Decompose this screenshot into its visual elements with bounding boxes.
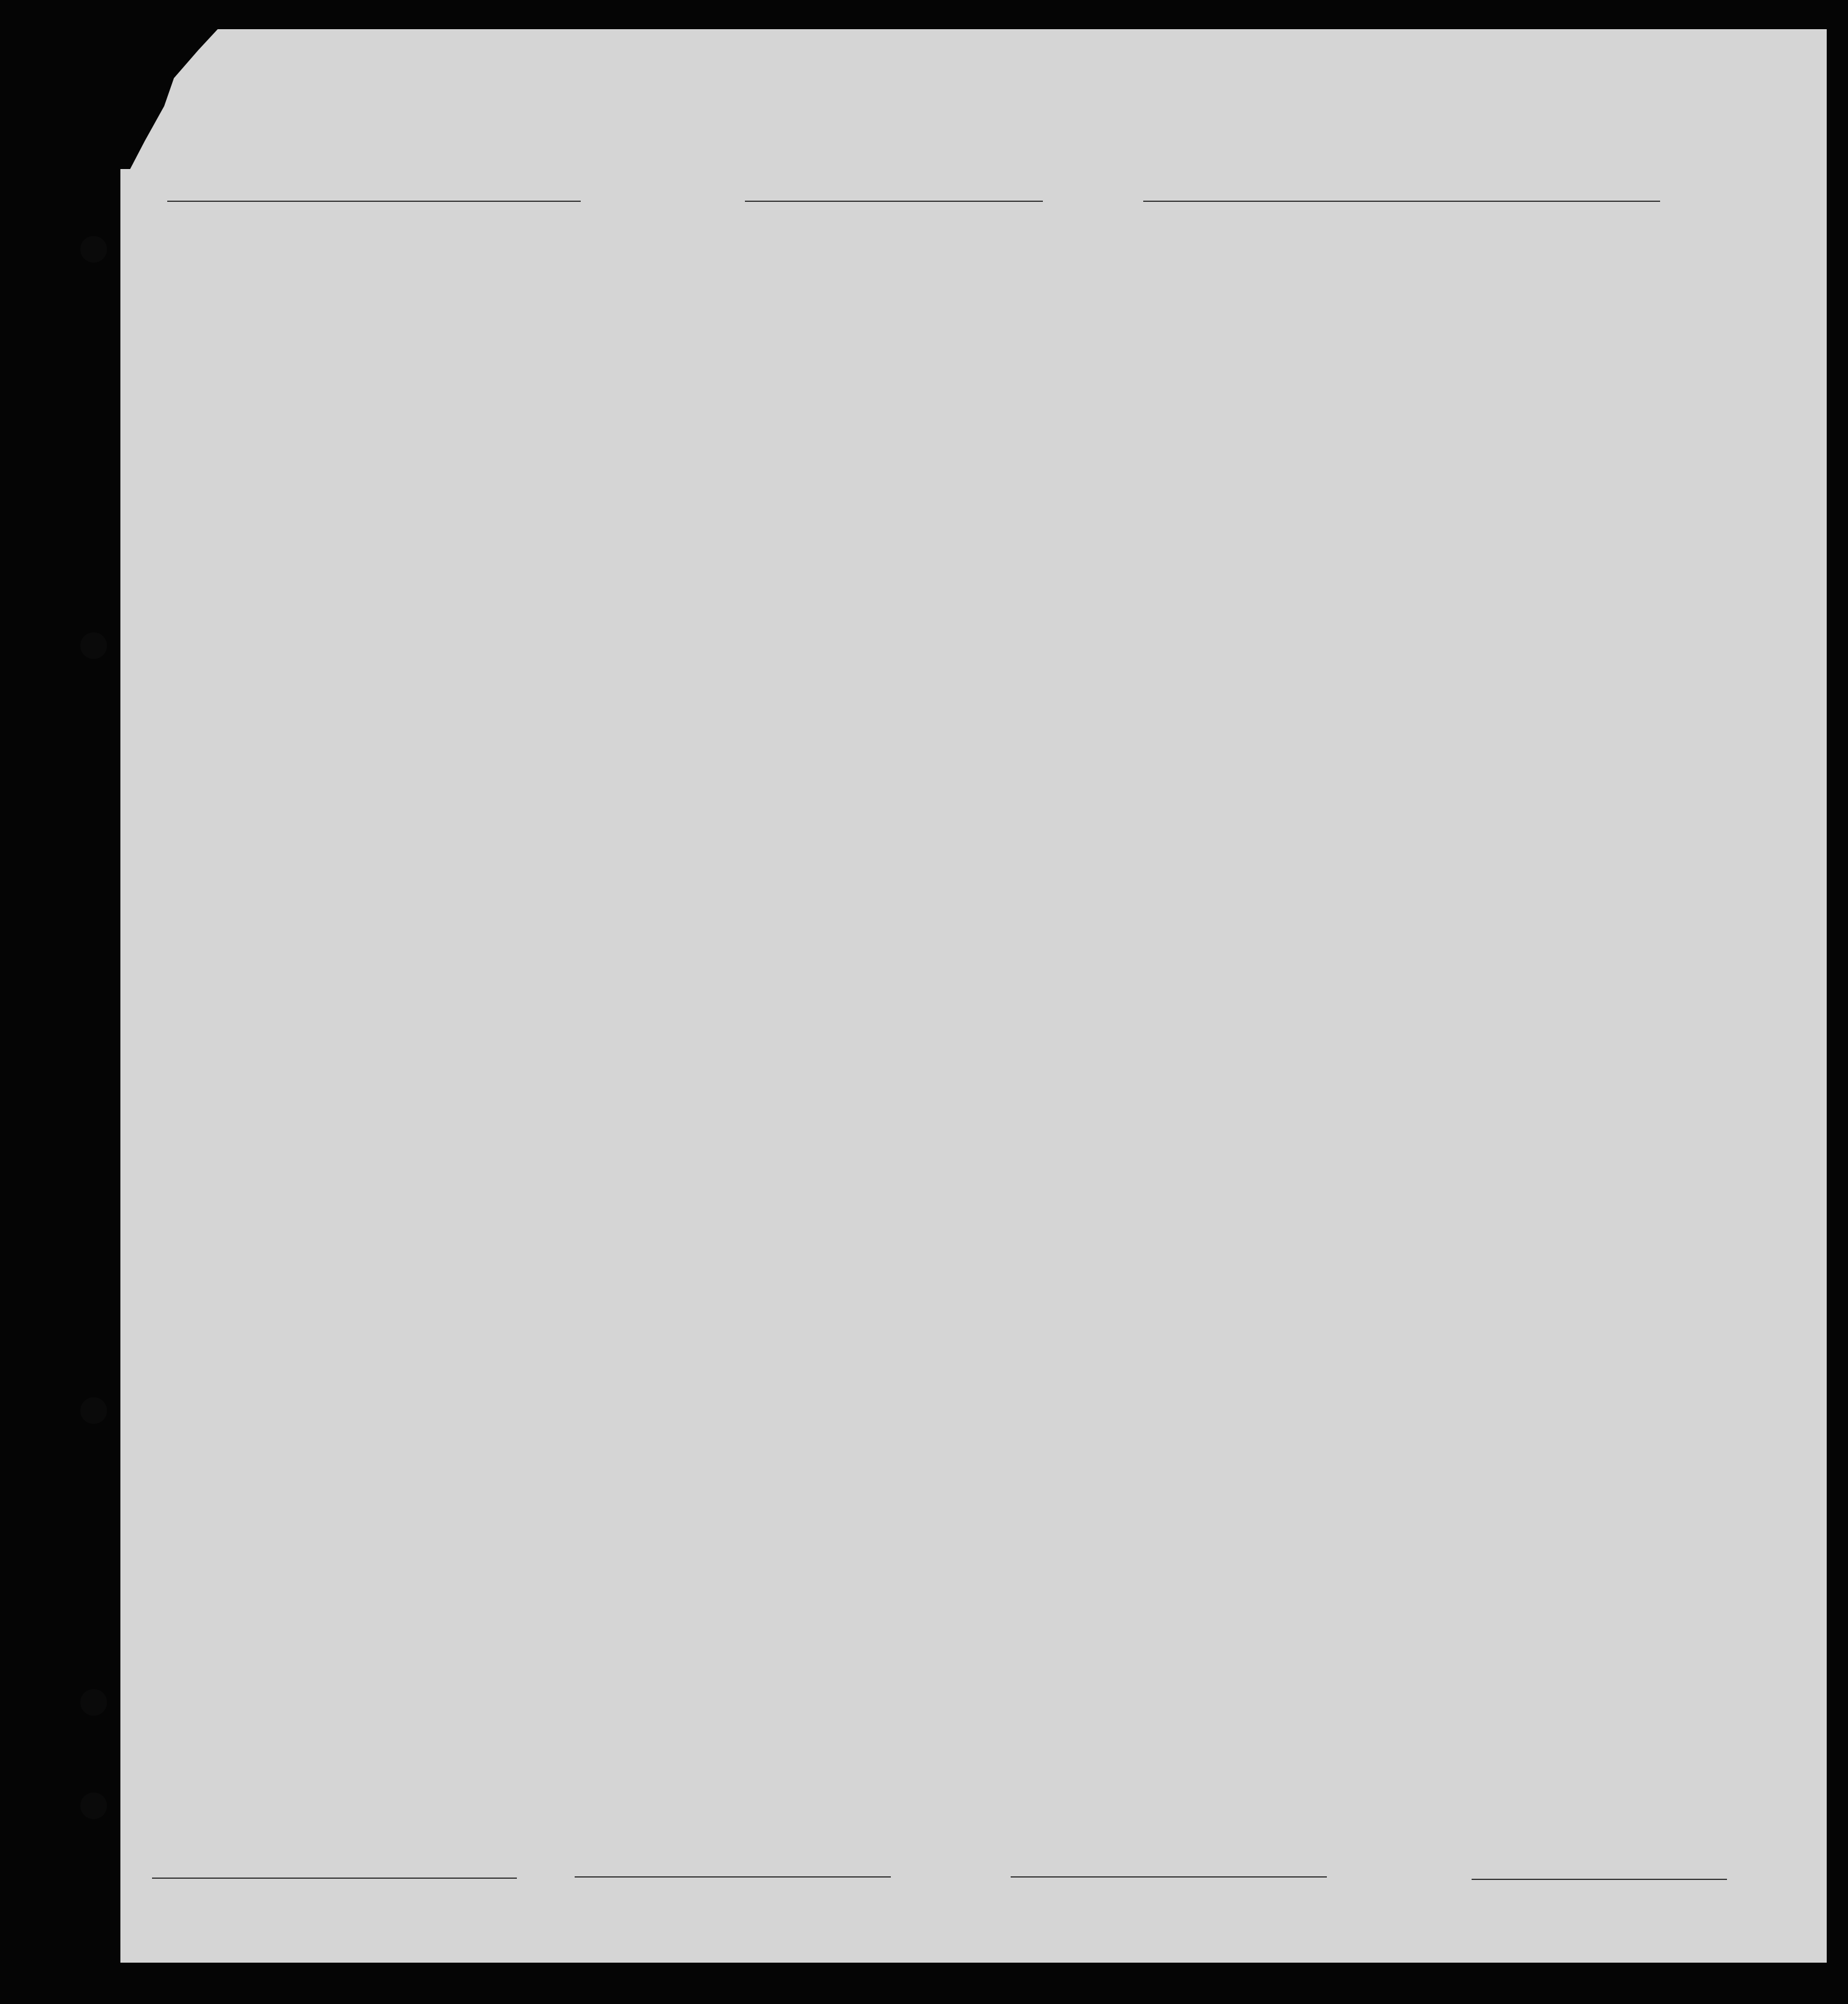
owners-underline [575, 1876, 891, 1878]
port-underline [745, 201, 1043, 202]
punch-hole [80, 1792, 107, 1819]
vessel-underline [167, 201, 581, 202]
punch-hole [80, 236, 107, 263]
officer-underline [1472, 1879, 1727, 1880]
punch-hole [80, 1397, 107, 1424]
agents-underline [1011, 1876, 1327, 1878]
punch-hole [80, 632, 107, 659]
line-underline [152, 1878, 517, 1879]
manifest-sheet [120, 29, 1827, 1963]
punch-hole [80, 1689, 107, 1716]
arrival-underline [1143, 201, 1660, 202]
